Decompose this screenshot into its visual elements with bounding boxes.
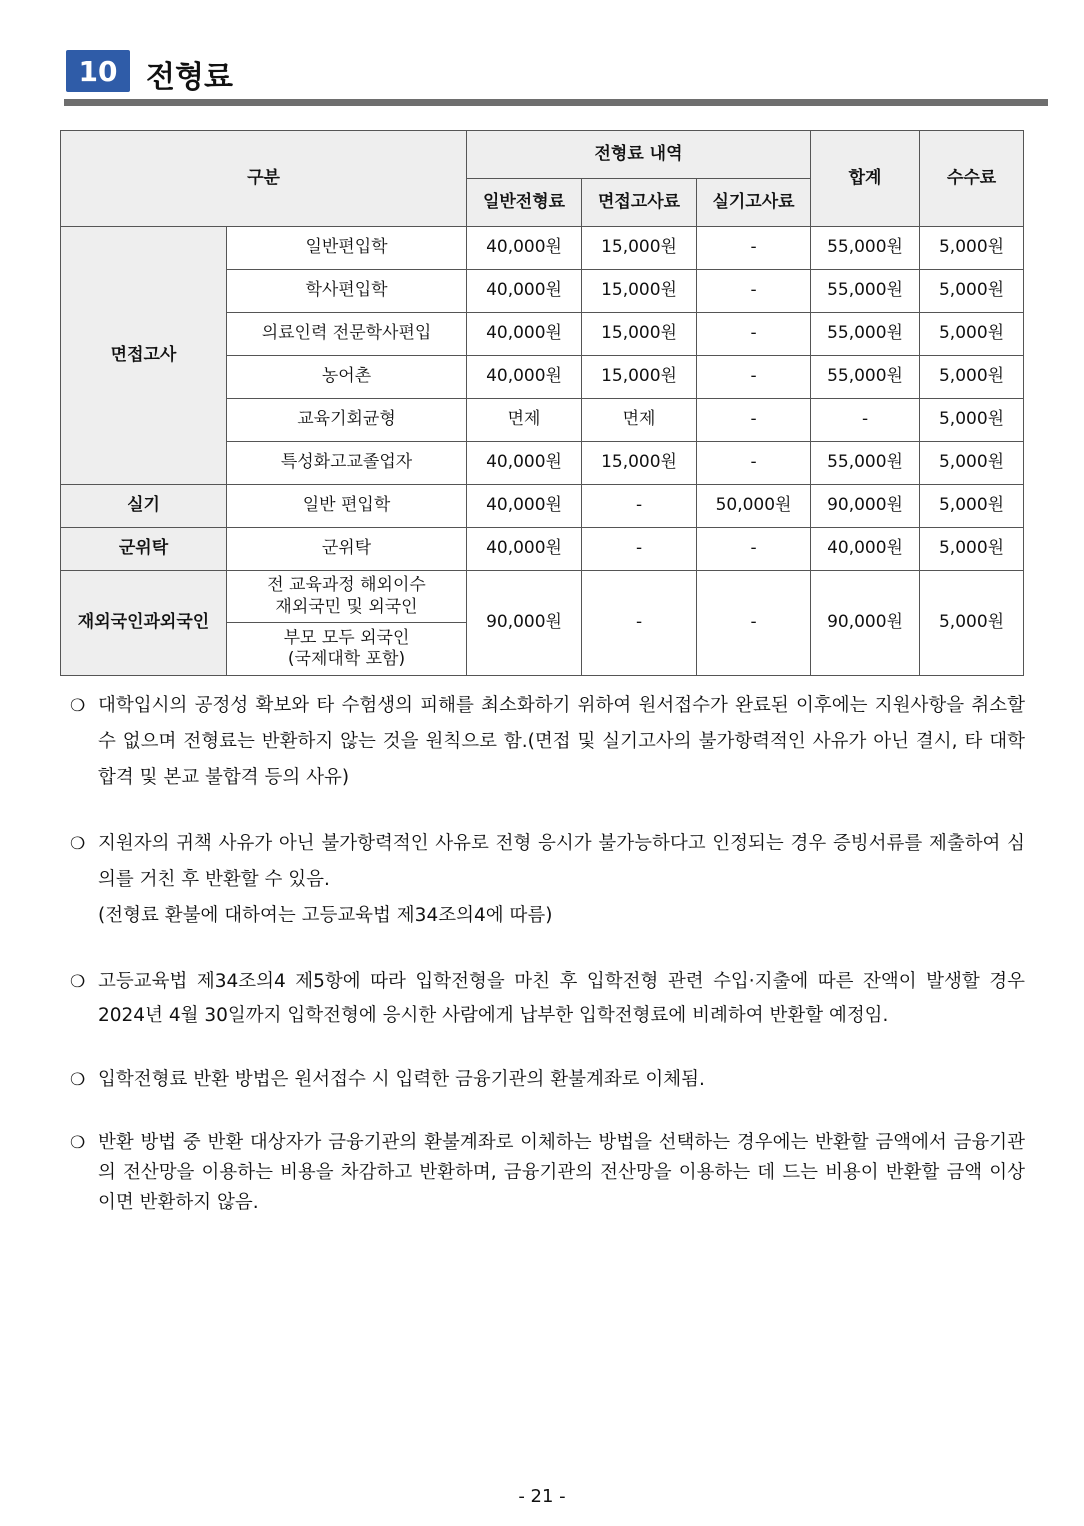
section-title: 전형료 — [146, 60, 233, 95]
cell-practical: - — [697, 528, 811, 571]
note-item — [70, 688, 1025, 796]
cell-general: 90,000원 — [467, 571, 582, 676]
cell-practical: - — [697, 399, 811, 442]
cell-commission: 5,000원 — [920, 485, 1024, 528]
circle-bullet-icon: ❍ — [70, 972, 86, 992]
cell-commission: 5,000원 — [920, 356, 1024, 399]
cell-commission: 5,000원 — [920, 399, 1024, 442]
header-category: 구분 — [61, 131, 467, 227]
note-item — [70, 1063, 1025, 1097]
note-subtext: (전형료 환불에 대하여는 고등교육법 제34조의4에 따름) — [98, 905, 553, 926]
notes-list — [70, 688, 1025, 1218]
note-item — [70, 1128, 1025, 1218]
section-number-badge: 10 — [66, 50, 130, 92]
cell-general: 40,000원 — [467, 528, 582, 571]
fee-table — [60, 130, 1024, 676]
cell-practical: - — [697, 571, 811, 676]
row-label — [227, 623, 467, 676]
cell-practical: 50,000원 — [697, 485, 811, 528]
header-breakdown: 전형료 내역 — [467, 131, 811, 179]
header-total: 합계 — [811, 131, 920, 227]
cell-interview: 15,000원 — [582, 270, 697, 313]
row-label: 특성화고교졸업자 — [227, 442, 467, 485]
row-label-line: 재외국민 및 외국인 — [275, 596, 418, 617]
cell-total: 90,000원 — [811, 571, 920, 676]
row-label-line: (국제대학 포함) — [287, 649, 406, 669]
circle-bullet-icon: ❍ — [70, 834, 86, 854]
table-row — [61, 528, 1024, 571]
cell-interview: 15,000원 — [582, 442, 697, 485]
cell-total: 55,000원 — [811, 442, 920, 485]
cell-interview: 15,000원 — [582, 356, 697, 399]
note-text: 입학전형료 반환 방법은 원서접수 시 입력한 금융기관의 환불계좌로 이체됨. — [98, 1069, 705, 1090]
cell-total: 55,000원 — [811, 270, 920, 313]
header-practical-fee: 실기고사료 — [697, 179, 811, 227]
note-text: 대학입시의 공정성 확보와 타 수험생의 피해를 최소화하기 위하여 원서접수가 완료된 이후에는 지원사항을 취소할 수 없으며 전형료는 반환하지 않는 것을 원칙으로 함.(면접 및 실기고사의 불가항력적인 사유가 아닌 결시, 타 대학 합격 및 본교 불합격 등의 사유) — [98, 695, 1025, 788]
cell-general: 40,000원 — [467, 270, 582, 313]
cell-general: 40,000원 — [467, 356, 582, 399]
row-label: 농어촌 — [227, 356, 467, 399]
header-interview-fee: 면접고사료 — [582, 179, 697, 227]
cell-practical: - — [697, 356, 811, 399]
cell-commission: 5,000원 — [920, 313, 1024, 356]
cell-commission: 5,000원 — [920, 528, 1024, 571]
circle-bullet-icon: ❍ — [70, 1070, 86, 1090]
cell-total: 55,000원 — [811, 313, 920, 356]
cell-total: - — [811, 399, 920, 442]
row-label-line: 부모 모두 외국인 — [283, 627, 410, 648]
header-general-fee: 일반전형료 — [467, 179, 582, 227]
circle-bullet-icon: ❍ — [70, 1133, 86, 1153]
cell-interview: - — [582, 485, 697, 528]
group-interview: 면접고사 — [61, 227, 227, 485]
table-row — [61, 227, 1024, 270]
note-item — [70, 965, 1025, 1033]
cell-interview: 15,000원 — [582, 227, 697, 270]
row-label: 학사편입학 — [227, 270, 467, 313]
cell-interview: - — [582, 571, 697, 676]
cell-practical: - — [697, 270, 811, 313]
row-label: 일반 편입학 — [227, 485, 467, 528]
circle-bullet-icon: ❍ — [70, 696, 86, 716]
cell-total: 55,000원 — [811, 227, 920, 270]
note-text: 반환 방법 중 반환 대상자가 금융기관의 환불계좌로 이체하는 방법을 선택하는 경우에는 반환할 금액에서 금융기관의 전산망을 이용하는 비용을 차감하고 반환하며, 금융기관의 전산망을 이용하는 데 드는 비용이 반환할 금액 이상이면 반환하지 않음. — [98, 1132, 1025, 1213]
cell-practical: - — [697, 227, 811, 270]
cell-total: 40,000원 — [811, 528, 920, 571]
header-commission: 수수료 — [920, 131, 1024, 227]
cell-practical: - — [697, 442, 811, 485]
row-label: 군위탁 — [227, 528, 467, 571]
note-text: 고등교육법 제34조의4 제5항에 따라 입학전형을 마친 후 입학전형 관련 수입·지출에 따른 잔액이 발생할 경우 2024년 4월 30일까지 입학전형에 응시한 사람에게 납부한 입학전형료에 비례하여 반환할 예정임. — [98, 971, 1025, 1026]
cell-total: 55,000원 — [811, 356, 920, 399]
page-number: - 21 - — [518, 1486, 566, 1507]
note-item — [70, 826, 1025, 934]
cell-commission: 5,000원 — [920, 442, 1024, 485]
table-row — [61, 485, 1024, 528]
section-divider — [64, 99, 1048, 106]
note-text: 지원자의 귀책 사유가 아닌 불가항력적인 사유로 전형 응시가 불가능하다고 인정되는 경우 증빙서류를 제출하여 심의를 거친 후 반환할 수 있음. — [98, 833, 1025, 890]
cell-total: 90,000원 — [811, 485, 920, 528]
cell-general: 40,000원 — [467, 227, 582, 270]
group-overseas: 재외국인과외국인 — [61, 571, 227, 676]
group-practical: 실기 — [61, 485, 227, 528]
row-label: 교육기회균형 — [227, 399, 467, 442]
cell-practical: - — [697, 313, 811, 356]
cell-commission: 5,000원 — [920, 571, 1024, 676]
group-military: 군위탁 — [61, 528, 227, 571]
cell-general: 40,000원 — [467, 442, 582, 485]
row-label: 의료인력 전문학사편입 — [227, 313, 467, 356]
cell-interview: 면제 — [582, 399, 697, 442]
cell-interview: 15,000원 — [582, 313, 697, 356]
row-label-line: 전 교육과정 해외이수 — [267, 575, 426, 596]
cell-general: 40,000원 — [467, 313, 582, 356]
row-label — [227, 571, 467, 623]
cell-commission: 5,000원 — [920, 270, 1024, 313]
table-row — [61, 571, 1024, 623]
row-label: 일반편입학 — [227, 227, 467, 270]
cell-interview: - — [582, 528, 697, 571]
cell-commission: 5,000원 — [920, 227, 1024, 270]
cell-general: 40,000원 — [467, 485, 582, 528]
cell-general: 면제 — [467, 399, 582, 442]
